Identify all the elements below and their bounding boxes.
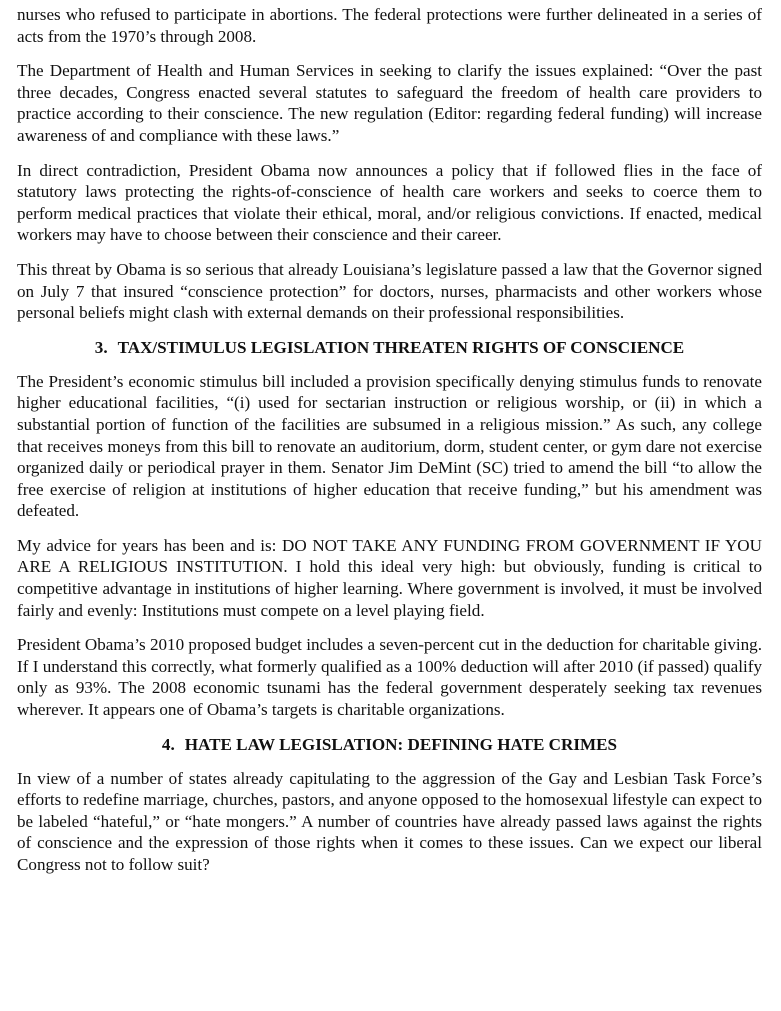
paragraph-louisiana-law: This threat by Obama is so serious that already Louisiana’s legislature passed a law that the Governor signed on July 7 that insured “conscience protection” for doctors, nurses, pharmacists and other workers whose personal beliefs might clash with external demands on their professional responsibilities. (17, 259, 762, 323)
paragraph-hate-crimes: In view of a number of states already capitulating to the aggression of the Gay and Lesbian Task Force’s efforts to redefine marriage, churches, pastors, and anyone opposed to the homosexual lifestyle can expect to be labeled “hateful,” or “hate mongers.” A number of countries have already passed laws against the rights of conscience and the expression of those rights when it comes to these issues. Can we expect our liberal Congress not to follow suit? (17, 768, 762, 874)
section-heading-hate-law (17, 734, 762, 756)
section-heading-tax-stimulus (17, 337, 762, 359)
paragraph-stimulus-bill: The President’s economic stimulus bill included a provision specifically denying stimulus funds to renovate higher educational facilities, “(i) used for sectarian instruction or religious worship, or (ii) in which a substantial portion of function of the facilities are subsumed in a religious mission.” As such, any college that receives moneys from this bill to renovate an auditorium, dorm, student center, or gym dare not exercise organized daily or periodical prayer in them. Senator Jim DeMint (SC) tried to amend the bill “to allow the free exercise of religion at institutions of higher education that receive funding,” but his amendment was defeated. (17, 371, 762, 521)
paragraph-federal-protections: nurses who refused to participate in abortions. The federal protections were further delineated in a series of acts from the 1970’s through 2008. (17, 5, 762, 46)
section-title: HATE LAW LEGISLATION: DEFINING HATE CRIMES (184, 734, 618, 754)
document-page (17, 4, 762, 889)
section-number: 4. (161, 734, 175, 754)
section-number: 3. (94, 337, 108, 357)
paragraph-direct-contradiction: In direct contradiction, President Obama now announces a policy that if followed flies in the face of statutory laws protecting the rights-of-conscience of health care workers and seeks to coerce them to perform medical practices that violate their ethical, moral, and/or religious convictions. If enacted, medical workers may have to choose between their conscience and their career. (17, 160, 762, 245)
paragraph-advice-funding: My advice for years has been and is: DO NOT TAKE ANY FUNDING FROM GOVERNMENT IF YOU ARE A RELIGIOUS INSTITUTION. I hold this ideal very high: but obviously, funding is critical to competitive advantage in institutions of higher learning. Where government is involved, it must be involved fairly and evenly: Institutions must compete on a level playing field. (17, 535, 762, 620)
paragraph-proposed-budget: President Obama’s 2010 proposed budget includes a seven-percent cut in the deduction for charitable giving. If I understand this correctly, what formerly qualified as a 100% deduction will after 2010 (if passed) qualify only as 93%. The 2008 economic tsunami has the federal government desperately seeking tax revenues wherever. It appears one of Obama’s targets is charitable organizations. (17, 635, 762, 720)
paragraph-hhs-clarification: The Department of Health and Human Services in seeking to clarify the issues explained: “Over the past three decades, Congress enacted several statutes to safeguard the freedom of health care providers to practice according to their conscience. The new regulation (Editor: regarding federal funding) will increase awareness of and compliance with these laws.” (17, 61, 762, 145)
section-title: TAX/STIMULUS LEGISLATION THREATEN RIGHTS OF CONSCIENCE (117, 337, 685, 357)
